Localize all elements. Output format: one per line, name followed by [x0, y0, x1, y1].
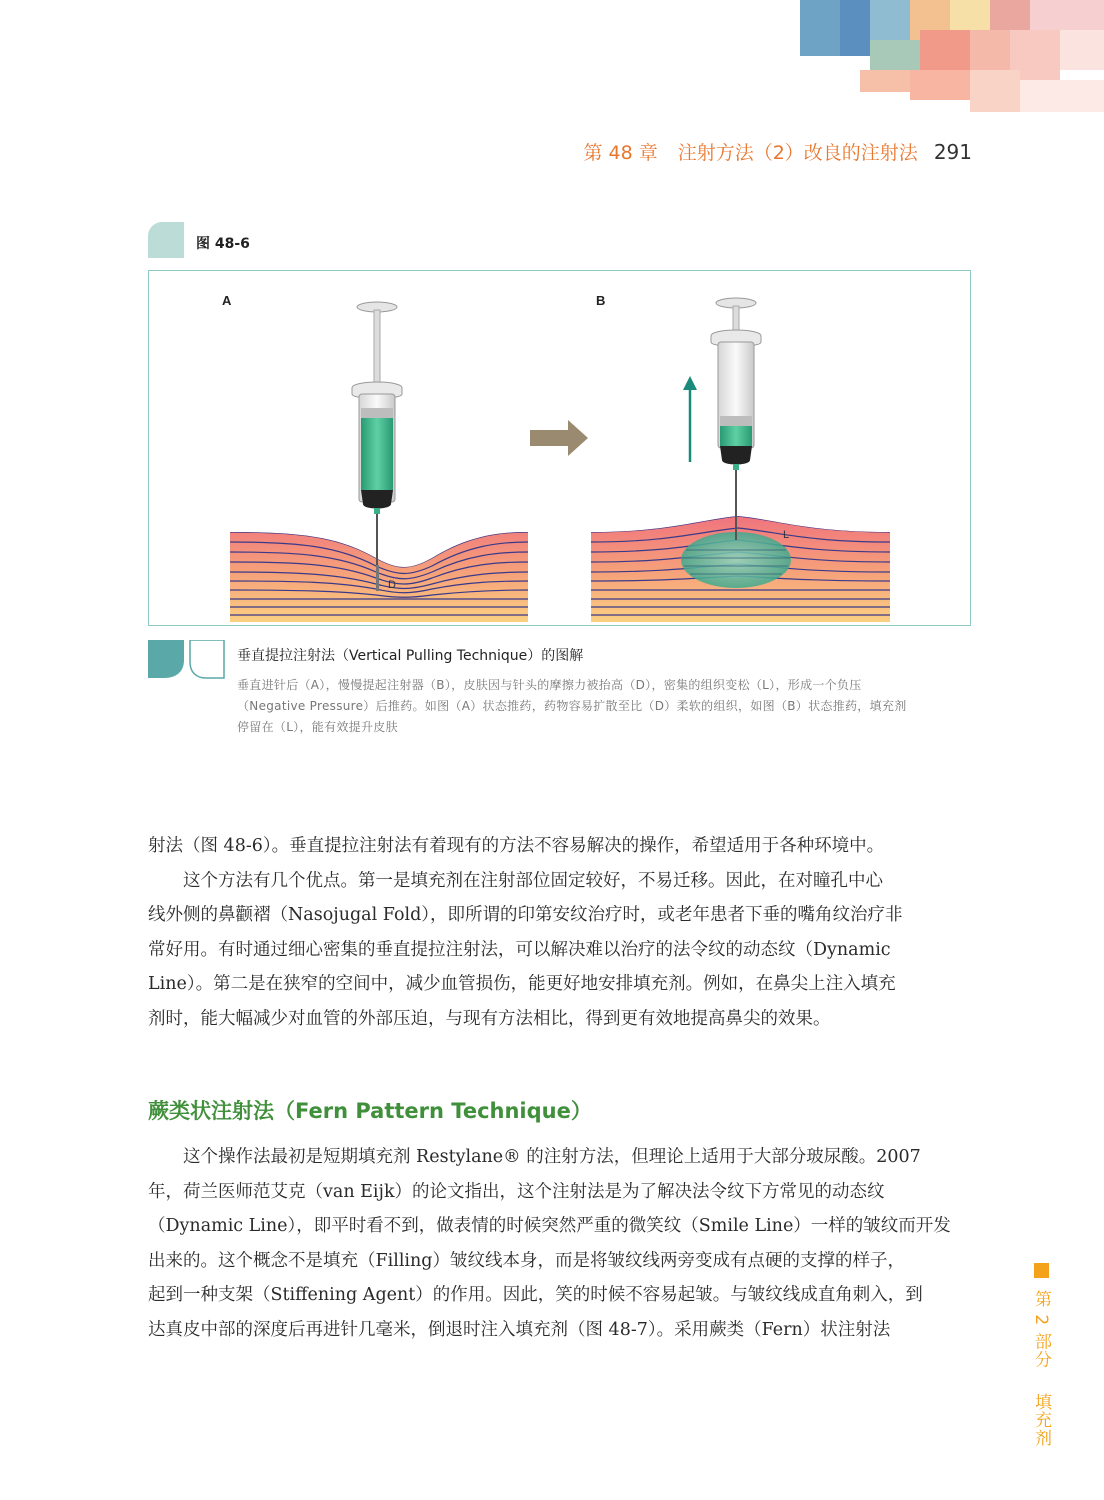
chapter-number: 第 48 章 [583, 142, 658, 164]
header-mosaic-decoration [800, 0, 1104, 112]
skin-layers-a [230, 510, 530, 625]
text-line: （Dynamic Line），即平时看不到，做表情的时候突然严重的微笑纹（Smile Line）一样的皱纹而开发 [148, 1216, 951, 1236]
syringe-b [711, 298, 761, 470]
side-tab-part: 第 2 部分 [1031, 1290, 1051, 1369]
syringe-a [352, 302, 402, 514]
text-line: 年，荷兰医师范艾克（van Eijk）的论文指出，这个注射法是为了解决法令纹下方常见的动态纹 [148, 1181, 885, 1202]
side-tab-label [1032, 1290, 1054, 1447]
figure-illustration [148, 270, 972, 626]
caption-title: 垂直提拉注射法（Vertical Pulling Technique）的图解 [237, 648, 584, 664]
text-line: 线外侧的鼻颧褶（Nasojugal Fold），即所谓的印第安纹治疗时，或老年患者下垂的嘴角纹治疗非 [148, 905, 903, 925]
filler-bolus [681, 532, 791, 588]
right-arrow-icon [530, 420, 588, 456]
text-line: 达真皮中部的深度后再进针几毫米，倒退时注入填充剂（图 48-7）。采用蕨类（Fern）状注射法 [148, 1319, 891, 1340]
text-line: 这个方法有几个优点。第一是填充剂在注射部位固定较好，不易迁移。因此，在对瞳孔中心 [148, 870, 883, 891]
running-header [583, 138, 972, 165]
caption-line: （Negative Pressure）后推药。如图（A）状态推药，药物容易扩散至比（D）柔软的组织，如图（B）状态推药，填充剂 [237, 699, 907, 713]
caption-line: 垂直进针后（A），慢慢提起注射器（B），皮肤因与针头的摩擦力被抬高（D），密集的组织变松（L），形成一个负压 [237, 678, 862, 692]
text-line: Line）。第二是在狭窄的空间中，减少血管损伤，能更好地安排填充剂。例如，在鼻尖上注入填充 [148, 974, 896, 994]
figure-label: 图 48-6 [196, 236, 250, 252]
side-tab-marker [1034, 1263, 1049, 1278]
text-line: 起到一种支架（Stiffening Agent）的作用。因此，笑的时候不容易起皱。与皱纹线成直角刺入，到 [148, 1285, 923, 1305]
text-line: 射法（图 48-6）。垂直提拉注射法有着现有的方法不容易解决的操作，希望适用于各种环境中。 [148, 836, 885, 856]
caption-body [237, 675, 972, 738]
chapter-title: 注射方法（2）改良的注射法 [677, 142, 918, 164]
marker-l: L [783, 529, 790, 541]
body-paragraph-2 [148, 1140, 972, 1347]
panel-b-label: B [596, 293, 606, 308]
side-tab-name: 填充剂 [1031, 1393, 1051, 1448]
text-line: 剂时，能大幅减少对血管的外部压迫，与现有方法相比，得到更有效地提高鼻尖的效果。 [148, 1008, 831, 1029]
panel-a-label: A [222, 293, 232, 308]
marker-d: D [388, 579, 396, 591]
body-paragraph-1 [148, 829, 972, 1036]
text-line: 这个操作法最初是短期填充剂 Restylane® 的注射方法，但理论上适用于大部分玻尿酸。2007 [148, 1147, 921, 1167]
text-line: 出来的。这个概念不是填充（Filling）皱纹线本身，而是将皱纹线两旁变成有点硬的支撑的样子， [148, 1250, 906, 1271]
caption-line: 停留在（L），能有效提升皮肤 [237, 720, 398, 734]
section-heading: 蕨类状注射法（Fern Pattern Technique） [148, 1099, 592, 1123]
page-number: 291 [933, 140, 972, 164]
up-arrow-icon [683, 376, 697, 462]
figure-tab-decoration [148, 222, 184, 258]
text-line: 常好用。有时通过细心密集的垂直提拉注射法，可以解决难以治疗的法令纹的动态纹（Dynamic [148, 939, 891, 960]
skin-layers-b [591, 510, 891, 625]
caption-icon [148, 640, 228, 680]
